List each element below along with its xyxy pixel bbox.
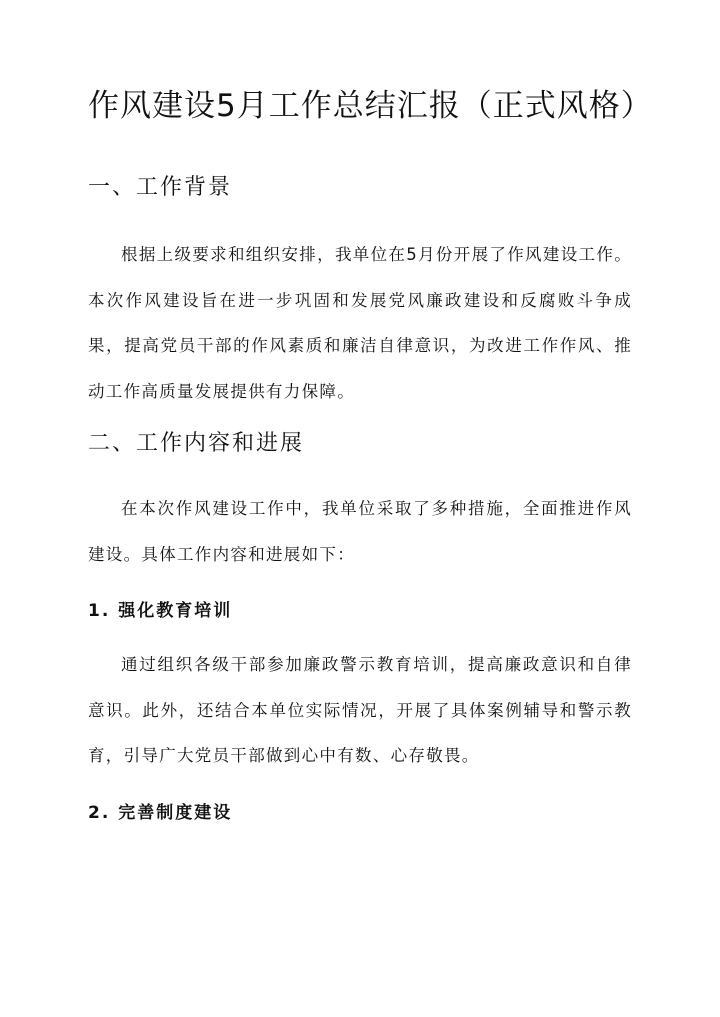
paragraph-education-training: 通过组织各级干部参加廉政警示教育培训，提高廉政意识和自律意识。此外，还结合本单位实际情况，开展了具体案例辅导和警示教育，引导广大党员干部做到心中有数、心存敬畏。 [88,655,632,765]
section-heading-content-progress: 二、工作内容和进展 [88,431,305,456]
document-title: 作风建设5月工作总结汇报（正式风格） [88,88,653,124]
subheading-system-building: 2. 完善制度建设 [88,803,233,823]
section-heading-background: 一、工作背景 [88,175,233,200]
subheading-education-training: 1. 强化教育培训 [88,601,233,621]
paragraph-background: 根据上级要求和组织安排，我单位在5月份开展了作风建设工作。本次作风建设旨在进一步巩固和发展党风廉政建设和反腐败斗争成果，提高党员干部的作风素质和廉洁自律意识，为改进工作作风、推动工作高质量发展提供有力保障。 [88,245,632,401]
paragraph-content-progress: 在本次作风建设工作中，我单位采取了多种措施，全面推进作风建设。具体工作内容和进展如下： [88,499,632,564]
